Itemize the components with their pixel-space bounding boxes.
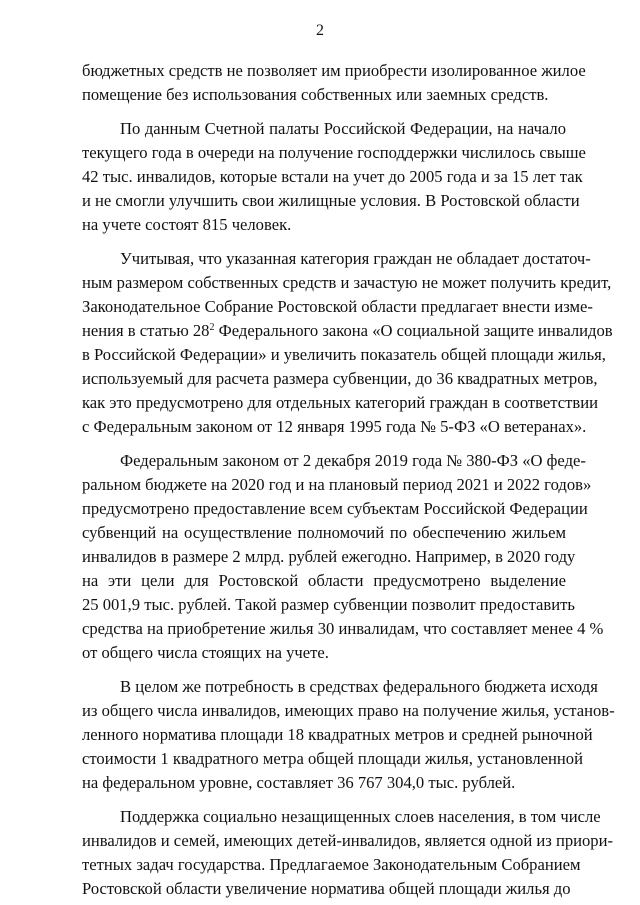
text-line: ральном бюджете на 2020 год и на плановый период 2021 и 2022 годов» bbox=[82, 475, 592, 494]
text-line: Ростовской области увеличение норматива общей площади жилья до bbox=[82, 879, 571, 898]
text-line: в Российской Федерации» и увеличить показатель общей площади жилья, bbox=[82, 345, 606, 364]
text-line: предусмотрено предоставление всем субъектам Российской Федерации bbox=[82, 499, 588, 518]
text-line: стоимости 1 квадратного метра общей площади жилья, установленной bbox=[82, 749, 583, 768]
text-line: тетных задач государства. Предлагаемое Законодательным Собранием bbox=[82, 855, 581, 874]
text-line: Законодательное Собрание Ростовской области предлагает внести изме- bbox=[82, 297, 593, 316]
text-line: помещение без использования собственных или заемных средств. bbox=[82, 85, 549, 104]
text-fragment: нения в статью 28 bbox=[82, 321, 210, 340]
text-line: Учитывая, что указанная категория граждан не обладает достаточ- bbox=[120, 249, 591, 268]
text-line: от общего числа стоящих на учете. bbox=[82, 643, 329, 662]
text-line: Поддержка социально незащищенных слоев населения, в том числе bbox=[120, 807, 601, 826]
text-line: и не смогли улучшить свои жилищные условия. В Ростовской области bbox=[82, 191, 580, 210]
page-number: 2 bbox=[316, 22, 324, 39]
text-line: текущего года в очереди на получение господдержки числилось свыше bbox=[82, 143, 586, 162]
text-line: ным размером собственных средств и зачастую не может получить кредит, bbox=[82, 273, 612, 292]
text-line: Федеральным законом от 2 декабря 2019 года № 380-ФЗ «О феде- bbox=[120, 451, 586, 470]
text-line: как это предусмотрено для отдельных категорий граждан в соответствии bbox=[82, 393, 598, 412]
text-line: 42 тыс. инвалидов, которые встали на учет до 2005 года и за 15 лет так bbox=[82, 167, 583, 186]
text-line: ленного норматива площади 18 квадратных метров и средней рыночной bbox=[82, 725, 593, 744]
text-line bbox=[82, 319, 613, 343]
text-line: субвенций на осуществление полномочий по обеспечению жильем bbox=[82, 523, 566, 542]
text-line: на федеральном уровне, составляет 36 767 304,0 тыс. рублей. bbox=[82, 773, 516, 792]
text-line: бюджетных средств не позволяет им приобрести изолированное жилое bbox=[82, 61, 586, 80]
text-line: В целом же потребность в средствах федерального бюджета исходя bbox=[120, 677, 598, 696]
text-line: инвалидов и семей, имеющих детей-инвалидов, является одной из приори- bbox=[82, 831, 614, 850]
text-line: По данным Счетной палаты Российской Федерации, на начало bbox=[120, 119, 566, 138]
text-line: на учете состоят 815 человек. bbox=[82, 215, 292, 234]
text-line: средства на приобретение жилья 30 инвалидам, что составляет менее 4 % bbox=[82, 619, 604, 638]
text-line: инвалидов в размере 2 млрд. рублей ежегодно. Например, в 2020 году bbox=[82, 547, 576, 566]
text-line: с Федеральным законом от 12 января 1995 года № 5-ФЗ «О ветеранах». bbox=[82, 417, 587, 436]
text-line: 25 001,9 тыс. рублей. Такой размер субвенции позволит предоставить bbox=[82, 595, 575, 614]
text-line: используемый для расчета размера субвенции, до 36 квадратных метров, bbox=[82, 369, 598, 388]
text-line: на эти цели для Ростовской области предусмотрено выделение bbox=[82, 571, 566, 590]
text-line: из общего числа инвалидов, имеющих право на получение жилья, установ- bbox=[82, 701, 615, 720]
text-fragment: Федерального закона «О социальной защите инвалидов bbox=[214, 321, 613, 340]
superscript: 2 bbox=[209, 322, 215, 333]
